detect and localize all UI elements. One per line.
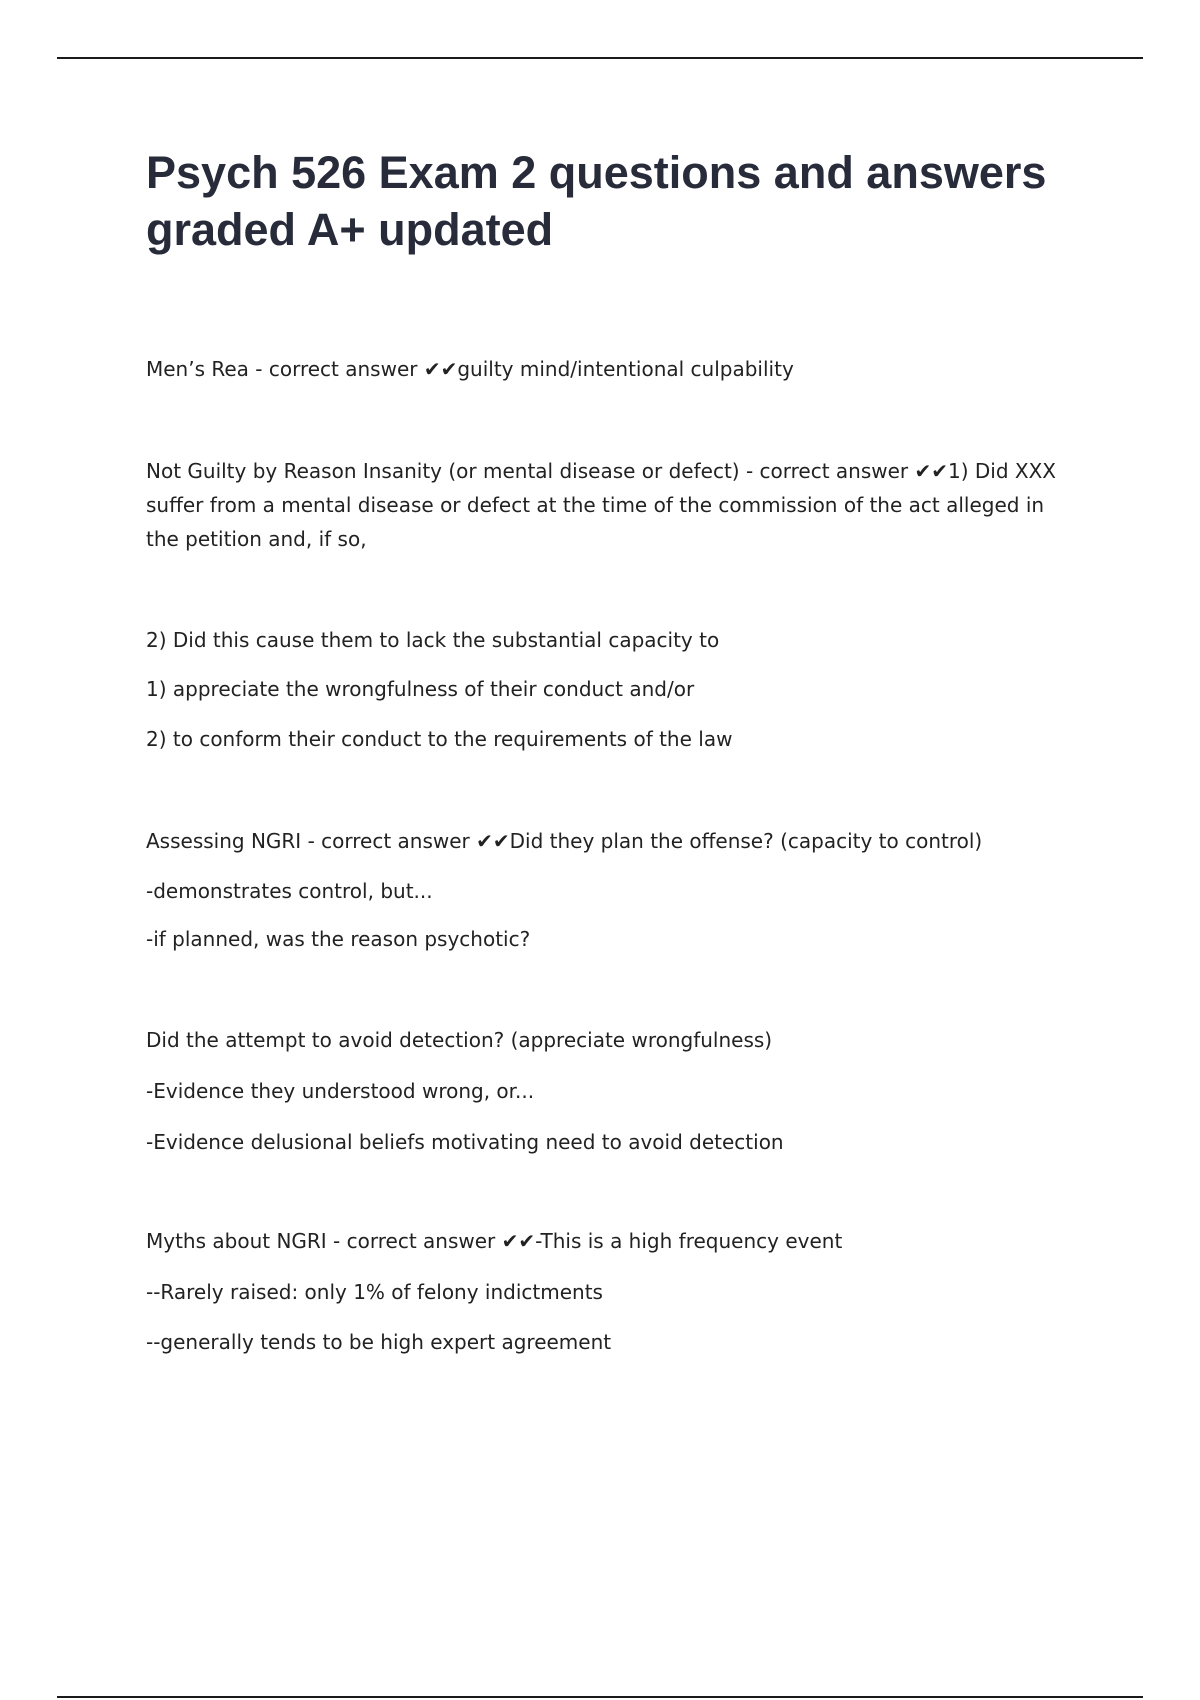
top-rule [57, 57, 1143, 59]
list-item: -if planned, was the reason psychotic? [146, 927, 531, 951]
entry-assessing-ngri: Assessing NGRI - correct answer ✔✔Did they plan the offense? (capacity to control) [146, 829, 983, 853]
entry-mens-rea: Men’s Rea - correct answer ✔✔guilty mind/intentional culpability [146, 357, 794, 381]
entry-ngri-definition: Not Guilty by Reason Insanity (or mental disease or defect) - correct answer ✔✔1) Did XXX suffer from a mental disease or defect at the time of the commission of the act alleged in the petition and, if so, [146, 459, 1057, 551]
list-item: -Evidence delusional beliefs motivating need to avoid detection [146, 1130, 784, 1154]
document-title: Psych 526 Exam 2 questions and answers graded A+ updated [146, 147, 1047, 255]
bottom-rule [57, 1696, 1143, 1698]
list-item: Did the attempt to avoid detection? (appreciate wrongfulness) [146, 1028, 773, 1052]
list-item: -demonstrates control, but... [146, 879, 433, 903]
list-item: --Rarely raised: only 1% of felony indictments [146, 1280, 603, 1304]
list-item: -Evidence they understood wrong, or... [146, 1079, 535, 1103]
list-item: 2) to conform their conduct to the requirements of the law [146, 727, 733, 751]
list-item: 1) appreciate the wrongfulness of their conduct and/or [146, 677, 695, 701]
list-item: --generally tends to be high expert agreement [146, 1330, 612, 1354]
entry-myths-ngri: Myths about NGRI - correct answer ✔✔-This is a high frequency event [146, 1229, 843, 1253]
list-item: 2) Did this cause them to lack the substantial capacity to [146, 628, 720, 652]
